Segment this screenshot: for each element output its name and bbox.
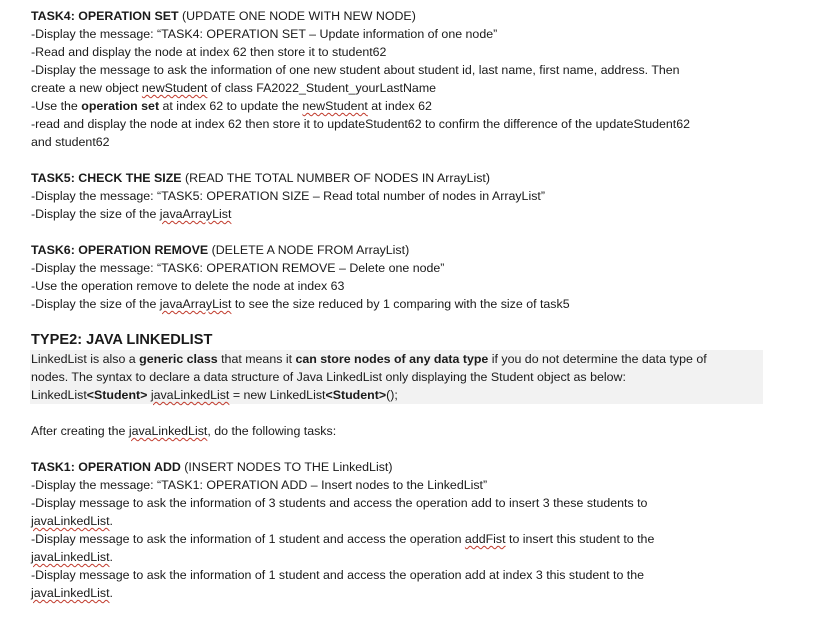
task1-line-5 [31,548,811,566]
task4-line-5 [31,97,811,115]
task4-line-5-a: -Use the [31,99,82,113]
task4-line-5-e: at index 62 [367,99,432,113]
task5-title-bold: TASK5: CHECK THE SIZE [31,171,182,185]
task4-line-3: -Display the message to ask the information of one new student about student id, last name, first name, address. Then [31,63,680,77]
task1-line-4-a: -Display message to ask the information of 1 student and access the operation [31,532,465,546]
task4-newstudent-ref: newStudent [141,81,208,95]
task6-line-2: -Use the operation remove to delete the node at index 63 [31,279,345,293]
task1-line-1: -Display the message: “TASK1: OPERATION ADD – Insert nodes to the LinkedList” [31,478,488,492]
task1-javalinkedlist-2: javaLinkedList [31,550,110,564]
type2-p1-c: that means it [217,352,296,366]
task6-title-rest: (DELETE A NODE FROM ArrayList) [208,243,410,257]
task5-title-rest: (READ THE TOTAL NUMBER OF NODES IN ArrayList) [181,171,490,185]
task1-javalinkedlist-3: javaLinkedList [31,586,110,600]
task4-line-1: -Display the message: “TASK4: OPERATION SET – Update information of one node” [31,27,498,41]
task4-line-4-c: of class FA2022_Student_yourLastName [207,81,437,95]
task1-line-6: -Display message to ask the information of 1 student and access the operation add at index 3 this student to the [31,568,645,582]
type2-syntax-line [31,386,763,404]
task1-title-rest: (INSERT NODES TO THE LinkedList) [180,460,393,474]
syntax-javalinkedlist: javaLinkedList [150,388,230,402]
task1-dot-2: . [109,550,113,564]
task6-title-bold: TASK6: OPERATION REMOVE [31,243,209,257]
task1-title [31,458,811,476]
after-creating-line [31,422,811,440]
type2-para-line-1 [31,350,763,368]
type2-generic-class: generic class [139,352,218,366]
task4-line-6: -read and display the node at index 62 then store it to updateStudent62 to confirm the difference of the updateStudent62 [31,117,691,131]
task4-title-bold: TASK4: OPERATION SET [31,9,179,23]
task5-line-1: -Display the message: “TASK5: OPERATION SIZE – Read total number of nodes in ArrayList” [31,189,545,203]
task1-dot-3: . [109,586,113,600]
task5-javaarraylist-ref: javaArrayList [159,207,232,221]
type2-any-data-type: can store nodes of any data type [295,352,489,366]
task6-line-3-a: -Display the size of the [31,297,160,311]
task4-line-4-a: create a new object [31,81,142,95]
task6-title [31,241,811,259]
task5-line-2 [31,205,811,223]
task6-line-1: -Display the message: “TASK6: OPERATION REMOVE – Delete one node” [31,261,445,275]
task4-newstudent-ref-2: newStudent [302,99,368,113]
linkedlist-intro-block [30,350,763,404]
task1-line-4-c: to insert this student to the [505,532,655,546]
syntax-end: (); [386,388,398,402]
type2-p1-e: if you do not determine the data type of [488,352,707,366]
after-c: , do the following tasks: [207,424,337,438]
after-a: After creating the [31,424,129,438]
task1-title-bold: TASK1: OPERATION ADD [31,460,181,474]
task1-line-7 [31,584,811,602]
syntax-generic-student: <Student> [86,388,148,402]
task4-title-rest: (UPDATE ONE NODE WITH NEW NODE) [178,9,416,23]
task1-line-3 [31,512,811,530]
syntax-linkedlist: LinkedList [31,388,87,402]
task4-line-5-c: at index 62 to update the [159,99,303,113]
after-javalinkedlist: javaLinkedList [128,424,208,438]
task5-line-2-a: -Display the size of the [31,207,160,221]
task4-line-2: -Read and display the node at index 62 then store it to student62 [31,45,387,59]
task1-line-2: -Display message to ask the information of 3 students and access the operation add to insert 3 these students to [31,496,648,510]
task4-operation-set: operation set [81,99,160,113]
task1-javalinkedlist-1: javaLinkedList [31,514,110,528]
task5-title [31,169,811,187]
syntax-generic-student-2: <Student> [325,388,387,402]
type2-heading: TYPE2: JAVA LINKEDLIST [31,332,213,348]
task1-addfist: addFist [464,532,506,546]
document-body [31,7,811,602]
task4-title [31,7,811,25]
task4-line-4 [31,79,811,97]
task4-line-7: and student62 [31,135,110,149]
type2-para-line-2: nodes. The syntax to declare a data structure of Java LinkedList only displaying the Student object as below: [31,370,626,384]
task6-line-3-c: to see the size reduced by 1 comparing with the size of task5 [231,297,570,311]
task6-javaarraylist-ref: javaArrayList [159,297,232,311]
type2-p1-a: LinkedList is also a [31,352,140,366]
syntax-new-linkedlist: = new LinkedList [229,388,326,402]
task1-dot-1: . [109,514,113,528]
task6-line-3 [31,295,811,313]
task1-line-4 [31,530,811,548]
